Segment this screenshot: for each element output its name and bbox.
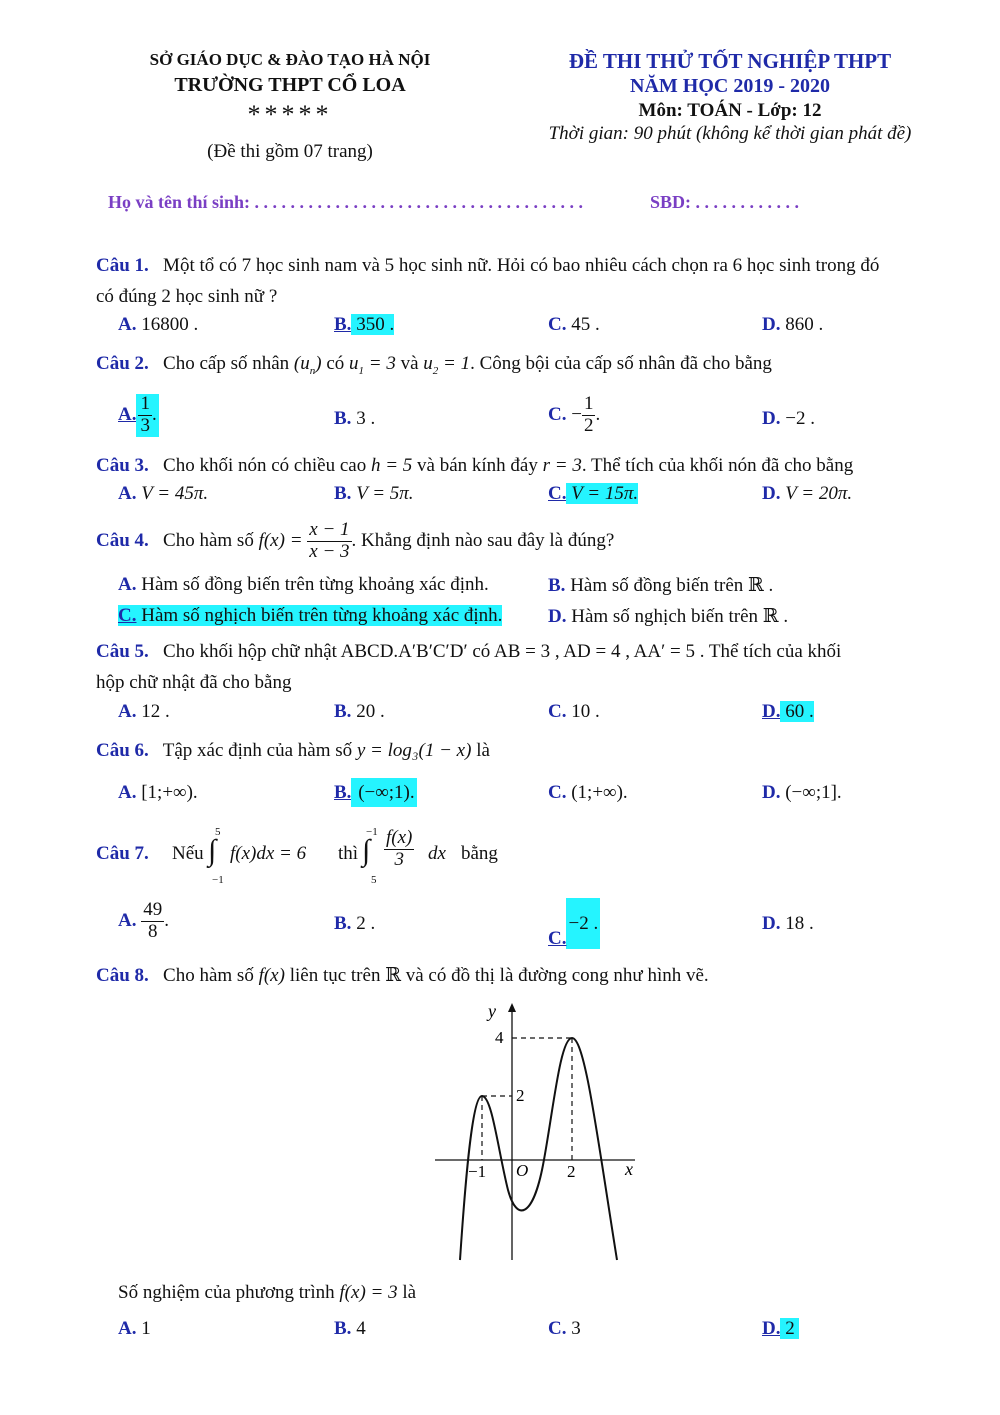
q5-option-d[interactable]: D. 60 . xyxy=(762,701,814,722)
answer-highlight: 2 xyxy=(780,1318,799,1339)
q4-option-d[interactable]: D. Hàm số nghịch biến trên ℝ . xyxy=(548,606,789,627)
subject: Môn: TOÁN - Lớp: 12 xyxy=(638,100,822,121)
q8-option-a[interactable]: A. 1 xyxy=(118,1318,151,1339)
q4-option-b[interactable]: B. Hàm số đồng biến trên ℝ . xyxy=(548,575,774,596)
question-1-line2 xyxy=(96,281,956,312)
q7-option-a[interactable]: A. $\frac{49}{8}$ . xyxy=(118,899,169,942)
question-number: Câu 1. xyxy=(96,255,149,276)
question-2: Câu 2. Cho cấp số nhân $(u_n)$ có $u_1 = 3$ và $u_2 = 1$. Công bội của cấp số nhân đã cho bằng xyxy=(96,353,772,377)
q1-option-c[interactable]: C. 45 . xyxy=(548,314,600,335)
question-6: Câu 6. Tập xác định của hàm số y = log₃(1 − x) là xyxy=(96,740,490,761)
q2-option-d[interactable]: D. −2 . xyxy=(762,408,815,429)
school-year: NĂM HỌC 2019 - 2020 xyxy=(630,75,830,97)
answer-highlight: (−∞;1). xyxy=(351,778,416,807)
question-5-line2: hộp chữ nhật đã cho bằng xyxy=(96,672,292,693)
q7-option-c[interactable]: C.−2 . xyxy=(548,898,600,949)
question-number: Câu 8. xyxy=(96,965,149,986)
department-name: SỞ GIÁO DỤC & ĐÀO TẠO HÀ NỘI xyxy=(149,50,431,69)
q6-option-b[interactable]: B. (−∞;1). xyxy=(334,782,417,804)
q8-option-c[interactable]: C. 3 xyxy=(548,1318,581,1339)
question-text: Một tổ có 7 học sinh nam và 5 học sinh nữ. Hỏi có bao nhiêu cách chọn ra 6 học sinh trong đó xyxy=(163,255,880,276)
integral-sign: ∫ xyxy=(362,834,371,867)
question-number: Câu 3. xyxy=(96,455,149,476)
q5-option-a[interactable]: A. 12 . xyxy=(118,701,170,722)
question-number: Câu 6. xyxy=(96,740,149,761)
sequence-symbol: $(u_n)$ xyxy=(293,353,322,377)
question-1 xyxy=(96,250,956,281)
question-number: Câu 4. xyxy=(96,529,149,551)
answer-highlight: 350 . xyxy=(351,314,394,335)
question-8: Câu 8. Cho hàm số f(x) liên tục trên ℝ và có đồ thị là đường cong như hình vẽ. xyxy=(96,965,709,986)
stars-divider: ***** xyxy=(247,100,333,129)
answer-highlight: V = 15π. xyxy=(566,483,638,504)
q1-option-d[interactable]: D. 860 . xyxy=(762,314,824,335)
q3-option-d[interactable]: D. V = 20π. xyxy=(762,483,853,504)
question-4: Câu 4. Cho hàm số f(x) = $\frac{x - 1}{x - 3}$ . Khẳng định nào sau đây là đúng? xyxy=(96,519,615,562)
answer-highlight: 60 . xyxy=(780,701,813,722)
q5-option-b[interactable]: B. 20 . xyxy=(334,701,385,722)
integral-sign: ∫ xyxy=(208,834,217,867)
time-limit: Thời gian: 90 phút (không kể thời gian phát đề) xyxy=(548,123,912,144)
page-count: (Đề thi gồm 07 trang) xyxy=(207,141,373,162)
q6-option-c[interactable]: C. (1;+∞). xyxy=(548,782,628,803)
q6-option-a[interactable]: A. [1;+∞). xyxy=(118,782,198,803)
q8-option-d[interactable]: D. 2 xyxy=(762,1318,799,1340)
answer-highlight: $\frac{1}{3}$ . xyxy=(136,394,158,437)
q3-option-a[interactable]: A. V = 45π. xyxy=(118,483,209,504)
origin-label: O xyxy=(516,1161,529,1180)
question-number: Câu 7. xyxy=(96,843,149,864)
function-fraction: $\frac{x - 1}{x - 3}$ xyxy=(309,519,350,562)
q4-option-a[interactable]: A. Hàm số đồng biến trên từng khoảng xác định. xyxy=(118,574,489,595)
tick-xm1: −1 xyxy=(468,1162,487,1181)
q6-option-d[interactable]: D. (−∞;1]. xyxy=(762,782,842,803)
q4-option-c[interactable] xyxy=(118,605,502,627)
school-name: TRƯỜNG THPT CỔ LOA xyxy=(174,74,406,96)
question-3: Câu 3. Cho khối nón có chiều cao h = 5 và bán kính đáy r = 3. Thể tích của khối nón đã cho bằng xyxy=(96,455,854,476)
candidate-id-field: SBD: . . . . . . . . . . . . xyxy=(650,192,800,212)
y-axis-arrow xyxy=(508,1003,516,1012)
q7-option-d[interactable]: D. 18 . xyxy=(762,913,814,934)
question-8-prompt: Số nghiệm của phương trình f(x) = 3 là xyxy=(118,1282,417,1303)
q1-option-a[interactable]: A. 16800 . xyxy=(118,314,199,335)
function-graph xyxy=(425,995,655,1265)
q3-option-b[interactable]: B. V = 5π. xyxy=(334,483,414,504)
q3-option-c[interactable]: C. V = 15π. xyxy=(548,483,639,504)
tick-x2: 2 xyxy=(567,1162,576,1181)
question-number: Câu 2. xyxy=(96,353,149,374)
q2-option-c[interactable]: C. − $\frac{1}{2}$ . xyxy=(548,393,601,436)
question-7: Câu 7. Nếu 5 ∫ −1 f(x)dx = 6 thì −1 ∫ 5 $\frac{f(x)}{3}$ dx bằng xyxy=(96,826,498,886)
q2-option-a[interactable]: A. $\frac{1}{3}$ . xyxy=(118,393,157,436)
q7-option-b[interactable]: B. 2 . xyxy=(334,913,376,934)
candidate-name-field: Họ và tên thí sinh: . . . . . . . . . . . . . . . . . . . . . . . . . . . . . . . . . . . . . xyxy=(108,192,584,212)
exam-title: ĐỀ THI THỬ TỐT NGHIỆP THPT xyxy=(568,49,892,73)
q8-option-b[interactable]: B. 4 xyxy=(334,1318,366,1339)
function-curve xyxy=(460,1038,617,1260)
tick-y4: 4 xyxy=(495,1028,504,1047)
q5-option-c[interactable]: C. 10 . xyxy=(548,701,600,722)
q1-option-b[interactable]: B. 350 . xyxy=(334,314,395,335)
tick-y2: 2 xyxy=(516,1086,525,1105)
answer-highlight: C. Hàm số nghịch biến trên từng khoảng xác định. xyxy=(118,605,503,626)
question-number: Câu 5. xyxy=(96,641,149,662)
question-text: có đúng 2 học sinh nữ ? xyxy=(96,286,278,307)
q2-option-b[interactable]: B. 3 . xyxy=(334,408,376,429)
x-axis-label: x xyxy=(625,1159,633,1179)
question-5: Câu 5. Cho khối hộp chữ nhật ABCD.A′B′C′D′ có AB = 3 , AD = 4 , AA′ = 5 . Thể tích của khối xyxy=(96,641,842,662)
y-axis-label: y xyxy=(488,1001,496,1021)
answer-highlight: −2 . xyxy=(566,898,600,949)
